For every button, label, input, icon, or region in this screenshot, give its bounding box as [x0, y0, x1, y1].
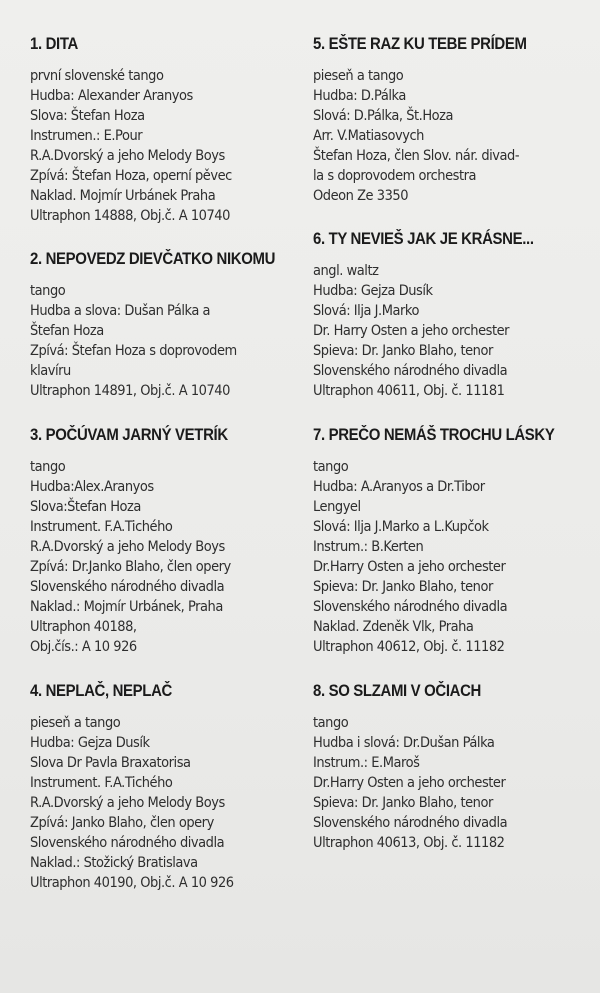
credit-line: R.A.Dvorský a jeho Melody Boys	[30, 148, 225, 164]
credit-line: Hudba: D.Pálka	[313, 88, 406, 104]
track-1	[30, 34, 310, 226]
credit-line: Hudba:Alex.Aranyos	[30, 479, 154, 495]
credit-line: Naklad. Zdeněk Vlk, Praha	[313, 619, 474, 635]
credit-line: Slová: Ilja J.Marko a L.Kupčok	[313, 519, 489, 535]
credit-line: Ultraphon 40612, Obj. č. 11182	[313, 639, 505, 655]
track-credits	[313, 66, 593, 206]
credit-line: Lengyel	[313, 499, 361, 515]
track-title: 2. NEPOVEDZ DIEVČATKO NIKOMU	[30, 249, 276, 268]
credit-line: Hudba: A.Aranyos a Dr.Tibor	[313, 479, 485, 495]
credit-line: Dr. Harry Osten a jeho orchester	[313, 323, 510, 339]
credit-line: Slovenského národného divadla	[313, 815, 508, 831]
credit-line: Hudba a slova: Dušan Pálka a	[30, 303, 211, 319]
track-credits	[313, 261, 593, 401]
credit-line: Instrum.: E.Maroš	[313, 755, 420, 771]
credit-line: Spieva: Dr. Janko Blaho, tenor	[313, 795, 493, 811]
credit-line: Slovenského národného divadla	[313, 599, 508, 615]
track-credits	[313, 713, 593, 853]
credit-line: klavíru	[30, 363, 71, 379]
track-credits	[30, 713, 310, 893]
credit-line: Slova:Štefan Hoza	[30, 499, 141, 515]
track-7	[313, 425, 593, 657]
track-credits	[313, 457, 593, 657]
credit-line: R.A.Dvorský a jeho Melody Boys	[30, 795, 225, 811]
credit-line: Odeon Ze 3350	[313, 188, 409, 204]
track-5	[313, 34, 593, 206]
track-2	[30, 249, 310, 401]
credit-line: Ultraphon 40190, Obj.č. A 10 926	[30, 875, 234, 891]
credit-line: Slovenského národného divadla	[30, 835, 225, 851]
credit-line: Hudba i slová: Dr.Dušan Pálka	[313, 735, 495, 751]
track-title: 5. EŠTE RAZ KU TEBE PRÍDEM	[313, 34, 527, 53]
credit-line: Obj.čís.: A 10 926	[30, 639, 137, 655]
credit-line: Slova: Štefan Hoza	[30, 108, 145, 124]
track-4	[30, 681, 310, 893]
credit-line: Štefan Hoza, člen Slov. nár. divad-	[313, 148, 520, 164]
track-3	[30, 425, 310, 657]
credit-line: Dr.Harry Osten a jeho orchester	[313, 559, 506, 575]
credit-line: Naklad.: Mojmír Urbánek, Praha	[30, 599, 223, 615]
track-credits	[30, 281, 310, 401]
credit-line: tango	[30, 283, 66, 299]
track-title: 6. TY NEVIEŠ JAK JE KRÁSNE...	[313, 229, 534, 248]
credit-line: Naklad.: Stožický Bratislava	[30, 855, 198, 871]
credit-line: Hudba: Alexander Aranyos	[30, 88, 193, 104]
credit-line: la s doprovodem orchestra	[313, 168, 477, 184]
credit-line: Instrumen.: E.Pour	[30, 128, 143, 144]
credit-line: R.A.Dvorský a jeho Melody Boys	[30, 539, 225, 555]
credit-line: tango	[313, 459, 349, 475]
track-credits	[30, 66, 310, 226]
credit-line: angl. waltz	[313, 263, 379, 279]
credit-line: Ultraphon 40188,	[30, 619, 137, 635]
credit-line: tango	[313, 715, 349, 731]
track-8	[313, 681, 593, 853]
credit-line: Slova Dr Pavla Braxatorisa	[30, 755, 191, 771]
credit-line: Zpívá: Štefan Hoza, operní pěvec	[30, 168, 232, 184]
credit-line: Zpívá: Dr.Janko Blaho, člen opery	[30, 559, 231, 575]
track-title: 7. PREČO NEMÁŠ TROCHU LÁSKY	[313, 425, 555, 444]
credit-line: pieseň a tango	[30, 715, 121, 731]
credit-line: první slovenské tango	[30, 68, 164, 84]
track-6	[313, 229, 593, 401]
credit-line: Slovenského národného divadla	[30, 579, 225, 595]
credit-line: Instrum.: B.Kerten	[313, 539, 424, 555]
credit-line: Ultraphon 14888, Obj.č. A 10740	[30, 208, 230, 224]
credit-line: Slovenského národného divadla	[313, 363, 508, 379]
credit-line: Instrument. F.A.Tichého	[30, 775, 173, 791]
credit-line: pieseň a tango	[313, 68, 404, 84]
credit-line: Ultraphon 40611, Obj. č. 11181	[313, 383, 505, 399]
credit-line: Hudba: Gejza Dusík	[313, 283, 433, 299]
credit-line: Slová: D.Pálka, Št.Hoza	[313, 108, 454, 124]
credit-line: Slová: Ilja J.Marko	[313, 303, 420, 319]
credit-line: Spieva: Dr. Janko Blaho, tenor	[313, 579, 493, 595]
track-credits	[30, 457, 310, 657]
credit-line: Arr. V.Matiasovych	[313, 128, 424, 144]
credit-line: Zpívá: Janko Blaho, člen opery	[30, 815, 214, 831]
credit-line: Naklad. Mojmír Urbánek Praha	[30, 188, 216, 204]
credit-line: Zpívá: Štefan Hoza s doprovodem	[30, 343, 237, 359]
credit-line: Spieva: Dr. Janko Blaho, tenor	[313, 343, 493, 359]
credit-line: Ultraphon 14891, Obj.č. A 10740	[30, 383, 230, 399]
track-title: 1. DITA	[30, 34, 78, 53]
track-title: 3. POČÚVAM JARNÝ VETRÍK	[30, 425, 228, 444]
credit-line: Štefan Hoza	[30, 323, 104, 339]
credit-line: Ultraphon 40613, Obj. č. 11182	[313, 835, 505, 851]
credit-line: Dr.Harry Osten a jeho orchester	[313, 775, 506, 791]
track-title: 4. NEPLAČ, NEPLAČ	[30, 681, 172, 700]
credit-line: Instrument. F.A.Tichého	[30, 519, 173, 535]
track-title: 8. SO SLZAMI V OČIACH	[313, 681, 481, 700]
credit-line: Hudba: Gejza Dusík	[30, 735, 150, 751]
credit-line: tango	[30, 459, 66, 475]
